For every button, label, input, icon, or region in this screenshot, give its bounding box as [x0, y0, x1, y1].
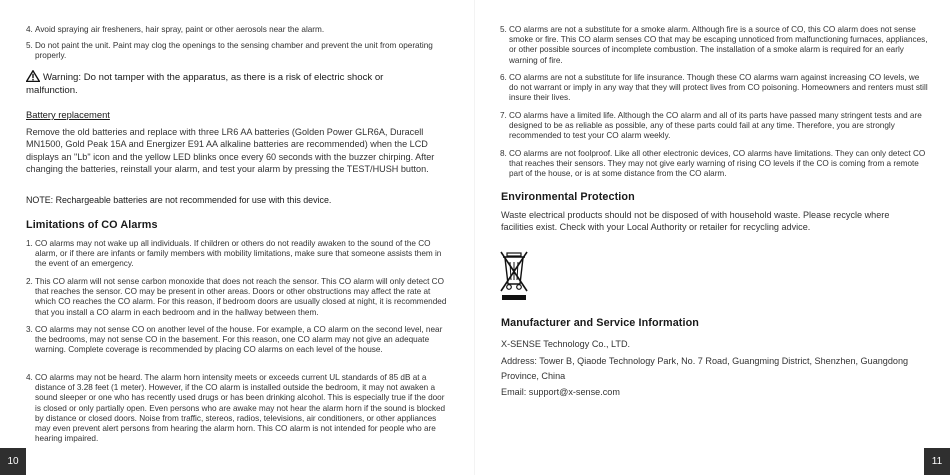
crossed-out-bin-icon — [499, 250, 529, 309]
list-item-number: 6. — [500, 73, 507, 82]
list-item — [26, 25, 446, 35]
list-item-number: 3. — [26, 325, 33, 334]
list-item-text: CO alarms have a limited life. Although the CO alarm and all of its parts have passed many stringent tests and are designed to be as reliable as possible, any of these parts could fail at any time. Therefore, you are strongly recommended to test your CO alarm weekly. — [509, 111, 922, 141]
list-item-text: CO alarms may not be heard. The alarm horn intensity meets or exceeds current UL standards of 85 dB at a distance of 3.28 feet (1 meter). However, if the CO alarm is installed outside the bedroom, it may not awaken a sound sleeper or one who has recently used drugs or has been drinking alcohol. This is especially true if the door is closed or only partially open. Even persons who are awake may not hear the alarm horn if the sound is blocked by distance or closed doors. Noise from traffic, stereos, radios, televisions, air conditioners, or other appliances may even prevent alert persons from hearing the alarm horn. This CO alarm is not intended for people who are hearing impaired. — [35, 373, 446, 444]
list-item-text: CO alarms may not sense CO on another level of the house. For example, a CO alarm on the second level, near the bedrooms, may not sense CO in the basement. For this reason, one CO alarm may not give an adequate warning. Complete coverage is recommended by placing CO alarms on each level of the house. — [35, 325, 443, 355]
list-item-number: 4. — [26, 373, 33, 382]
warning-text: Warning: Do not tamper with the apparatus, as there is a risk of electric shock or malfunction. — [26, 72, 384, 96]
list-item-text: Do not paint the unit. Paint may clog the openings to the sensing chamber and prevent the unit from operating properly. — [35, 41, 433, 61]
list-item-number: 4. — [26, 25, 33, 34]
list-item-number: 8. — [500, 149, 507, 158]
list-item — [500, 149, 928, 180]
list-item — [26, 41, 446, 61]
manufacturer-address: Address: Tower B, Qiaode Technology Park, No. 7 Road, Guangming District, Shenzhen, Guangdong Province, China — [501, 356, 909, 381]
manufacturer-name: X-SENSE Technology Co., LTD. — [501, 339, 631, 349]
list-item-text: CO alarms are not a substitute for a smoke alarm. Although fire is a source of CO, this CO alarm does not sense smoke or fire. This CO alarm senses CO that may be escaping unnoticed from malfunctioning furnaces, appliances, or other possible sources of incomplete combustion. The installation of a smoke alarm is required for an early warning of fire. — [509, 25, 928, 65]
list-item — [26, 277, 450, 318]
list-item-number: 5. — [26, 41, 33, 50]
battery-heading: Battery replacement — [26, 109, 110, 120]
list-item — [500, 73, 928, 104]
environmental-text: Waste electrical products should not be disposed of with household waste. Please recycle where facilities exist. Check with your Local Authority or retailer for recycling advice. — [501, 210, 890, 233]
warning-notice — [26, 70, 436, 97]
limitations-title: Limitations of CO Alarms — [26, 219, 158, 231]
list-item — [500, 25, 928, 66]
right-page — [475, 0, 950, 475]
list-item-number: 5. — [500, 25, 507, 34]
battery-note: NOTE: Rechargeable batteries are not recommended for use with this device. — [26, 195, 332, 205]
battery-paragraph: Remove the old batteries and replace with three LR6 AA batteries (Golden Power GLR6A, Duracell MN1500, Gold Peak 15A and Energizer E91 AA alkaline batteries are recommended) when the LCD displays an "Lb" icon and the yellow LED blinks once every 60 seconds with the buzzer chirping. After changing the batteries, reinstall your alarm, and test your alarm by pressing the TEST/HUSH button. — [26, 127, 435, 175]
environmental-title: Environmental Protection — [501, 191, 635, 203]
manufacturer-email: Email: support@x-sense.com — [501, 387, 620, 397]
page-number: 10 — [0, 448, 26, 475]
list-item-text: CO alarms are not foolproof. Like all other electronic devices, CO alarms have limitations. They can only detect CO that reaches their sensors. They may not give early warning of rising CO levels if the CO is coming from a remote part of the house, or is at some distance from the CO alarm. — [509, 149, 926, 179]
list-item-number: 2. — [26, 277, 33, 286]
manufacturer-title: Manufacturer and Service Information — [501, 317, 699, 329]
list-item — [26, 325, 450, 356]
list-item-text: CO alarms are not a substitute for life insurance. Though these CO alarms warn against increasing CO levels, we do not warrant or imply in any way that they will protect lives from CO poisoning. Homeowners and renters must still insure their lives. — [509, 73, 928, 103]
list-item-text: This CO alarm will not sense carbon monoxide that does not reach the sensor. This CO alarm will only detect CO that reaches the sensor. CO may be present in other areas. Doors or other obstructions may affect the rate at which CO reaches the CO alarm. For this reason, if bedroom doors are usually closed at night, it is recommended that you install a CO alarm in each bedroom and in the hallway between them. — [35, 277, 447, 317]
page-number: 11 — [924, 448, 950, 475]
list-item — [26, 373, 450, 444]
list-item-text: Avoid spraying air fresheners, hair spray, paint or other aerosols near the alarm. — [35, 25, 325, 34]
list-item-number: 7. — [500, 111, 507, 120]
warning-triangle-icon — [26, 70, 40, 82]
list-item-number: 1. — [26, 239, 33, 248]
list-item — [500, 111, 928, 142]
list-item — [26, 239, 450, 270]
list-item-text: CO alarms may not wake up all individuals. If children or others do not readily awaken to the sound of the CO alarm, or if there are infants or family members with mobility limitations, make sure that someone assists them in the event of an emergency. — [35, 239, 442, 269]
